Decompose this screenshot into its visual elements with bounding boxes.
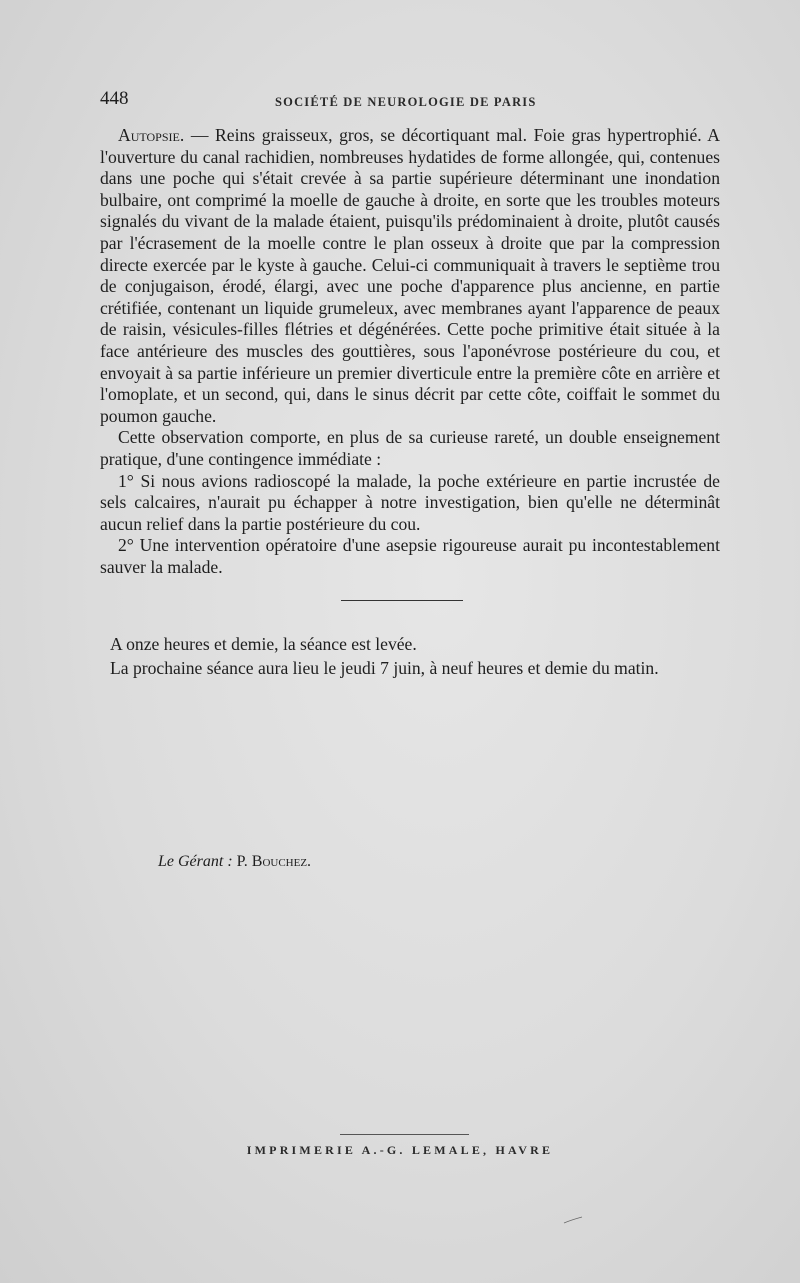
printer-imprint: IMPRIMERIE A.-G. LEMALE, HAVRE: [246, 1143, 554, 1157]
page-header: [100, 88, 720, 112]
point-one-paragraph: 1° Si nous avions radioscopé la malade, la poche extérieure en partie incrustée de sels calcaires, n'aurait pu échapper à notre investigation, bien qu'elle ne déterminât aucun relief dans la partie postérieure du cou.: [100, 470, 720, 534]
imprint-divider: [340, 1134, 469, 1135]
closing-block: [110, 632, 730, 680]
point-two-paragraph: 2° Une intervention opératoire d'une asepsie rigoureuse aurait pu incontestablement sauver la malade.: [100, 535, 720, 577]
autopsy-paragraph: [100, 125, 720, 427]
autopsy-text: — Reins graisseux, gros, se décortiquant mal. Foie gras hypertrophié. A l'ouverture du canal rachidien, nombreuses hydatides de forme allongée, qui, contenues dans une poche qui s'était crevée à sa partie supérieure déterminant une inondation bulbaire, ont comprimé la moelle de gauche à droite, en sorte que les troubles moteurs signalés du vivant de la malade étaient, puisqu'ils prédominaient à droite, plutôt causés par l'écrasement de la moelle contre le plan osseux à droite que par la compression directe exercée par le kyste à gauche. Celui-ci communiquait à travers le septième trou de conjugaison, érodé, élargi, avec une poche d'apparence plus ancienne, en partie crétifiée, contenant un liquide grumeleux, avec membranes ayant l'apparence de peaux de raisin, vésicules-filles flétries et dégénérées. Cette poche primitive était située à la face antérieure des muscles des gouttières, sous l'aponévrose postérieure du cou, et envoyait à sa partie inférieure un premier diverticule entre la première côte en arrière et l'omoplate, et un second, qui, dans le sinus décrit par cette côte, coiffait le sommet du poumon gauche.: [100, 125, 720, 426]
autopsy-lead: Autopsie.: [118, 125, 185, 145]
article-body: [100, 125, 720, 578]
signature: [158, 853, 311, 871]
pen-mark-icon: [563, 1215, 583, 1225]
signature-name: P. Bouchez.: [236, 853, 312, 870]
session-closed-line: A onze heures et demie, la séance est levée.: [110, 634, 417, 654]
section-divider: [341, 600, 463, 601]
next-session-line: La prochaine séance aura lieu le jeudi 7 juin, à neuf heures et demie du matin.: [110, 658, 659, 678]
signature-role: Le Gérant :: [158, 853, 233, 870]
observation-paragraph: Cette observation comporte, en plus de sa curieuse rareté, un double enseignement pratique, d'une contingence immédiate :: [100, 427, 720, 469]
running-title: SOCIÉTÉ DE NEUROLOGIE DE PARIS: [275, 95, 537, 109]
page-number: 448: [100, 88, 129, 109]
